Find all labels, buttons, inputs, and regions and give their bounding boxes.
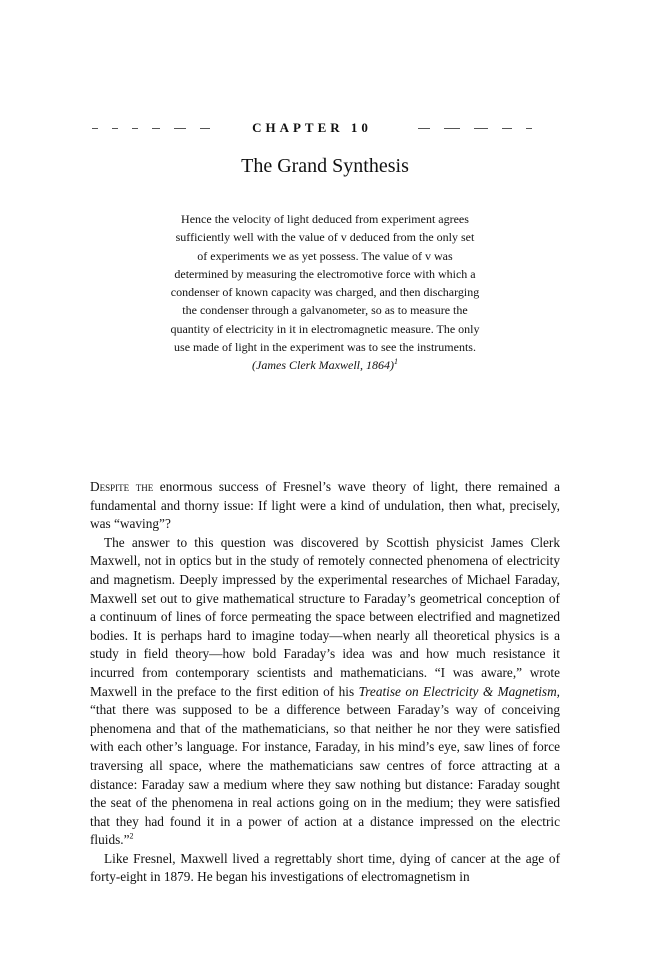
paragraph-1 (90, 478, 560, 534)
paragraph-2-text-a: The answer to this question was discovered by Scottish physicist James Clerk Maxwell, not in optics but in the study of remotely connected phenomena of electricity and magnetism. Deeply impressed by the experimental researches of Michael Faraday, Maxwell set out to give mathematical structure to Faraday’s geometrical conception of a continuum of lines of force permeating the space between electrified and magnetized bodies. It is perhaps hard to imagine today—when nearly all theoretical physics is a study in field theory—how bold Faraday’s idea was and how much resistance it incurred from contemporary scientists and mathematicians. “I was aware,” wrote Maxwell in the preface to the first edition of his (90, 534, 560, 699)
chapter-heading-row (92, 118, 532, 138)
rule-dash (526, 128, 532, 129)
rule-dash (174, 128, 186, 129)
epigraph-attribution (170, 356, 480, 374)
paragraph-2 (90, 534, 560, 850)
footnote-ref: 2 (129, 831, 134, 841)
rule-dash (502, 128, 512, 129)
epigraph (170, 210, 480, 375)
epigraph-text: Hence the velocity of light deduced from experiment agrees sufficiently well with the value of v deduced from the only set of experiments we as yet possess. The value of v was determined by measuring the electromotive force with which a condenser of known capacity was charged, and then discharging the condenser through a galvanometer, so as to measure the quantity of electricity in it in electromagnetic measure. The only use made of light in the experiment was to see the instruments. (170, 212, 480, 355)
paragraph-1-text: enormous success of Fresnel’s wave theory of light, there remained a fundamental and thorny issue: If light were a kind of undulation, then what, precisely, was “waving”? (90, 479, 560, 532)
rule-dash (152, 128, 160, 129)
body-text (90, 478, 560, 887)
chapter-label: CHAPTER 10 (252, 120, 372, 135)
epigraph-attribution-text: (James Clerk Maxwell, 1864) (252, 358, 394, 373)
rule-dash (474, 128, 488, 129)
footnote-ref: 1 (393, 357, 398, 367)
book-title: Treatise on Electricity & Magnetism, (358, 683, 560, 699)
rule-dash (92, 128, 98, 129)
rule-dash (418, 128, 430, 129)
paragraph-2-text-b: “that there was supposed to be a difference between Faraday’s way of conceiving phenomena and that of the mathematicians, so that neither he nor they were satisfied with each other’s language. For instance, Faraday, in his mind’s eye, saw lines of force traversing all space, where the mathematicians saw centres of force attracting at a distance: Faraday saw a medium where they saw nothing but distance: Faraday sought the seat of the phenomena in real actions going on in the medium; they were satisfied that they had found it in a power of action at a distance impressed on the electric fluids.” (90, 702, 560, 848)
rule-dash (132, 128, 138, 129)
chapter-title: The Grand Synthesis (241, 155, 409, 177)
paragraph-3: Like Fresnel, Maxwell lived a regrettably short time, dying of cancer at the age of forty-eight in 1879. He began his investigations of electromagnetism in (90, 850, 560, 885)
chapter-rule-right (376, 128, 532, 129)
chapter-rule-left (92, 128, 248, 129)
rule-dash (112, 128, 118, 129)
rule-dash (200, 128, 210, 129)
rule-dash (444, 128, 460, 129)
paragraph-lead-in: Despite the (90, 479, 154, 494)
